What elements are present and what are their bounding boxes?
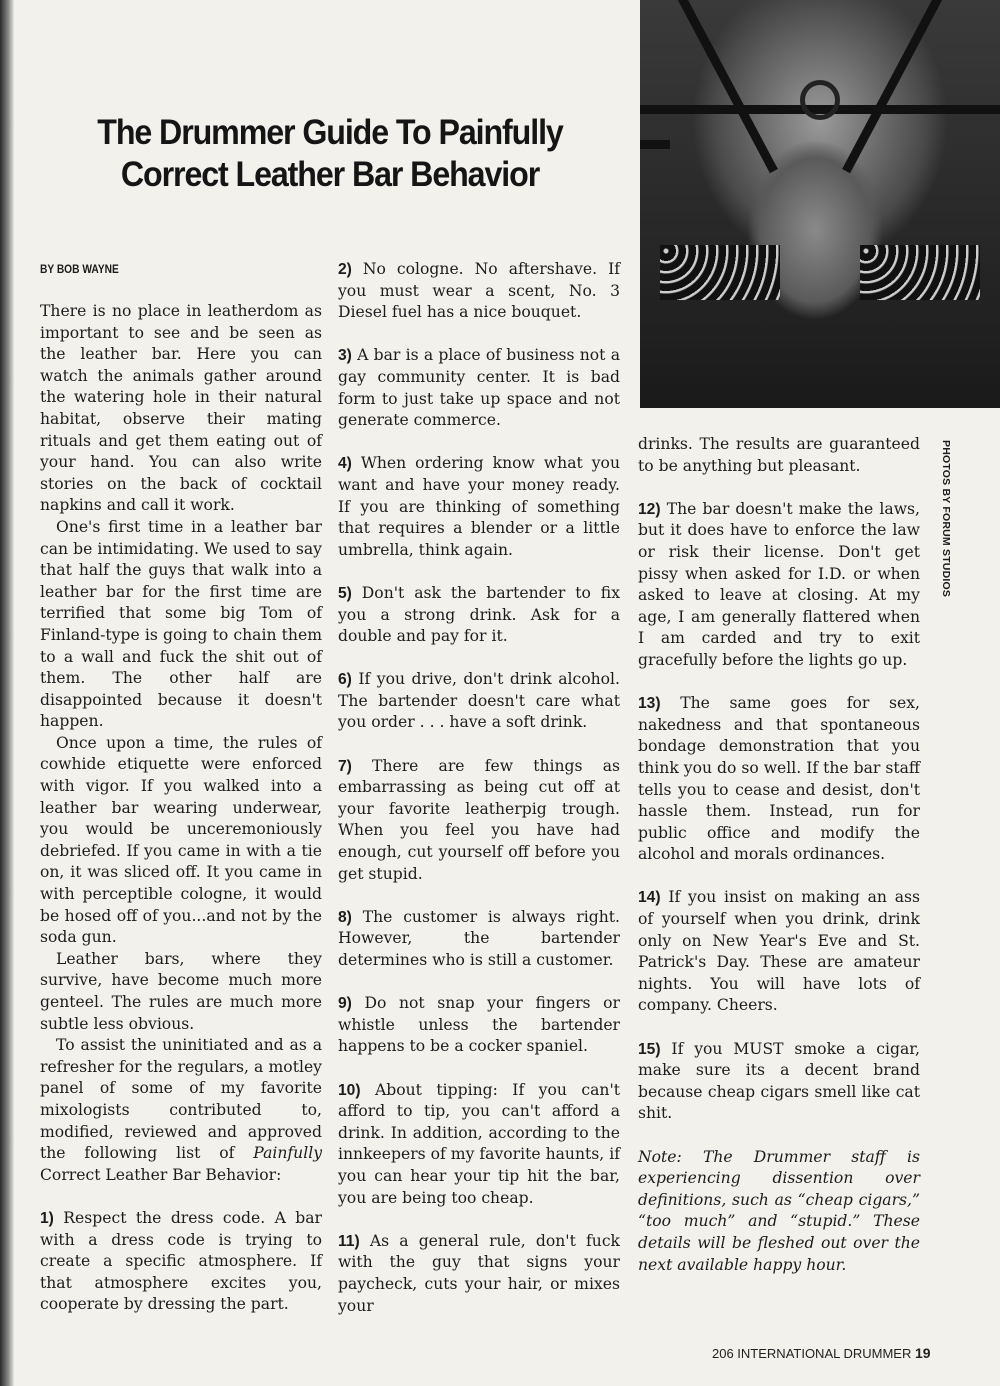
- paragraph: Once upon a time, the rules of cowhide etiquette were enforced with vigor. If you walked into a leather bar wearing underwear, you would be unceremoniously debriefed. If you came in with a tie on, it was sliced off. It you came in with perceptible cologne, it would be hosed off of you...and not by the soda gun.: [40, 733, 322, 947]
- paragraph: One's first time in a leather bar can be intimidating. We used to say that half the guys that walk into a leather bar for the first time are terrified that some big Tom of Finland-type is going to chain them to a wall and fuck the shit out of them. The other half are disappointed because it doesn't happen.: [40, 517, 322, 731]
- rule-12: [638, 499, 920, 672]
- publication-name: 206 INTERNATIONAL DRUMMER: [712, 1346, 912, 1361]
- rule-5: [338, 583, 620, 648]
- rule-6: [338, 669, 620, 734]
- text: To assist the uninitiated and as a refresher for the regulars, a motley panel of some of my favorite mixologists contributed to, modified, reviewed and approved the following list of: [40, 1036, 322, 1163]
- article-title: [54, 112, 606, 196]
- rule-text: No cologne. No aftershave. If you must wear a scent, No. 3 Diesel fuel has a nice bouquet.: [338, 260, 620, 322]
- rule-14: [638, 887, 920, 1017]
- rule-number: 4): [338, 455, 352, 473]
- rule-2: [338, 259, 620, 324]
- rule-10: [338, 1080, 620, 1210]
- rule-1: [40, 1208, 322, 1316]
- editor-note: Note: The Drummer staff is experiencing dissention over definitions, such as “cheap cigars,” “too much” and “stupid.” These details will be fleshed out over the next available happy hour.: [638, 1147, 920, 1274]
- emphasis: Painfully: [253, 1144, 322, 1163]
- rule-13: [638, 693, 920, 866]
- rule-number: 14): [638, 889, 661, 907]
- page-number: 19: [915, 1345, 931, 1361]
- rule-9: [338, 993, 620, 1058]
- rule-number: 6): [338, 671, 352, 689]
- rule-text: When ordering know what you want and have your money ready. If you are thinking of something that requires a blender or a little umbrella, think again.: [338, 454, 620, 559]
- rule-text: If you drive, don't drink alcohol. The bartender doesn't care what you order . . . have a soft drink.: [338, 670, 620, 732]
- rule-number: 15): [638, 1040, 661, 1058]
- rule-text: As a general rule, don't fuck with the guy that signs your paycheck, cuts your hair, or mixes your: [338, 1231, 620, 1315]
- rule-text: There are few things as embarrassing as being cut off at your favorite leatherpig trough. When you feel you have had enough, cut yourself off before you get stupid.: [338, 756, 620, 883]
- paragraph: [40, 1035, 322, 1186]
- photo-credit: PHOTOS BY FORUM STUDIOS: [940, 440, 952, 598]
- title-line: Correct Leather Bar Behavior: [120, 155, 540, 194]
- rule-7: [338, 756, 620, 886]
- paragraph: Leather bars, where they survive, have become much more genteel. The rules are much more subtle less obvious.: [40, 949, 322, 1033]
- rule-number: 8): [338, 908, 352, 926]
- rule-number: 2): [338, 261, 352, 278]
- rule-number: 11): [338, 1232, 360, 1250]
- rule-text: The bar doesn't make the laws, but it does have to enforce the law or risk their license. Don't get pissy when asked for I.D. or when asked to leave at closing. At my age, I am generally flattered when I am carded and try to exit gracefully before the lights go up.: [638, 499, 920, 669]
- rule-number: 5): [338, 584, 352, 602]
- rule-text: A bar is a place of business not a gay community center. It is bad form to just take up space and not generate commerce.: [338, 346, 620, 430]
- rule-text: Respect the dress code. A bar with a dress code is trying to create a specific atmosphere. If that atmosphere excites you, cooperate by dressing the part.: [40, 1208, 322, 1314]
- paragraph: There is no place in leatherdom as important to see and be seen as the leather bar. Here you can watch the animals gather around the watering hole in their natural habitat, observe their mating rituals and get them eating out of your hand. You can also write stories on the back of cocktail napkins and call it work.: [40, 302, 322, 515]
- rule-text: About tipping: If you can't afford to tip, you can't afford a drink. In addition, according to the innkeepers of my favorite haunts, if you can hear your tip hit the bar, you are being too cheap.: [338, 1080, 620, 1207]
- rule-number: 1): [40, 1209, 54, 1227]
- rule-text: If you insist on making an ass of yourself when you drink, drink only on New Year's Eve and St. Patrick's Day. These are amateur nights. You will have lots of company. Cheers.: [638, 888, 920, 1015]
- rule-number: 10): [338, 1081, 361, 1099]
- rule-text: Don't ask the bartender to fix you a strong drink. Ask for a double and pay for it.: [338, 583, 620, 646]
- rule-text: The same goes for sex, nakedness and that spontaneous bondage demonstration that you think you do so well. If the bar staff tells you to cease and desist, don't hassle them. Instead, run for public office and modify the alcohol and morals ordinances.: [638, 694, 920, 864]
- text: Correct Leather Bar Behavior:: [40, 1165, 282, 1184]
- rule-11-continued: drinks. The results are guaranteed to be anything but pleasant.: [638, 435, 920, 475]
- harness-photo: [640, 0, 1000, 408]
- rule-11: [338, 1231, 620, 1317]
- rule-15: [638, 1039, 920, 1125]
- rule-number: 12): [638, 500, 661, 518]
- column-2: [338, 259, 620, 1317]
- rule-number: 9): [338, 995, 352, 1013]
- title-line: The Drummer Guide To Painfully: [97, 113, 563, 152]
- rule-number: 7): [338, 757, 352, 775]
- rule-3: [338, 345, 620, 431]
- rule-number: 13): [638, 695, 661, 713]
- byline: BY BOB WAYNE: [40, 262, 119, 276]
- rule-text: The customer is always right. However, the bartender determines who is still a customer.: [338, 907, 620, 969]
- column-3: [638, 434, 920, 1276]
- rule-text: If you MUST smoke a cigar, make sure its a decent brand because cheap cigars smell like cat shit.: [638, 1039, 920, 1123]
- rule-4: [338, 453, 620, 561]
- page-footer: [712, 1345, 931, 1361]
- rule-8: [338, 907, 620, 972]
- page-binding-shadow: [0, 0, 14, 1386]
- rule-number: 3): [338, 347, 352, 365]
- rule-text: Do not snap your fingers or whistle unless the bartender happens to be a cocker spaniel.: [338, 994, 620, 1056]
- column-1: [40, 301, 322, 1316]
